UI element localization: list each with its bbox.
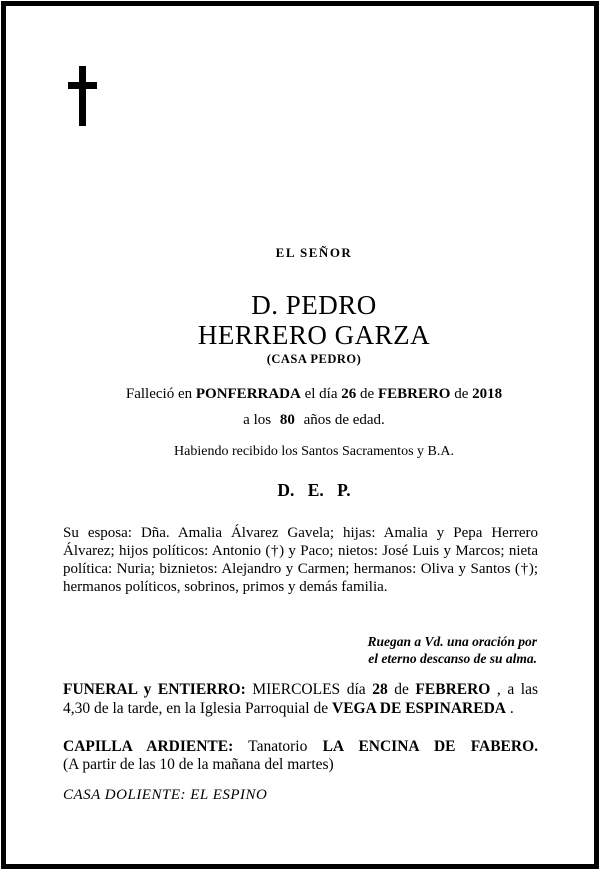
prayer-line1: Ruegan a Vd. una oración por	[367, 634, 537, 649]
death-month: FEBRERO	[377, 386, 451, 402]
deceased-name-line1: D. PEDRO	[251, 290, 377, 320]
cross-horizontal-bar	[68, 82, 97, 89]
wake-label: CAPILLA ARDIENTE:	[63, 738, 234, 755]
death-month-prefix: de	[356, 386, 378, 402]
funeral-day-text: MIERCOLES día	[245, 681, 373, 698]
funeral-place: VEGA DE ESPINAREDA	[332, 700, 506, 717]
funeral-label: FUNERAL y ENTIERRO:	[63, 681, 246, 698]
age-line	[30, 412, 598, 429]
funeral-line2-end: .	[505, 700, 514, 717]
honorific-title: EL SEÑOR	[275, 245, 353, 260]
age-suffix: años de edad.	[299, 412, 385, 428]
wake-announcement	[63, 738, 538, 774]
funeral-month: FEBRERO	[415, 681, 491, 698]
funeral-time-prefix: , a las	[490, 681, 538, 698]
funeral-day-number: 28	[372, 681, 388, 698]
age-prefix: a los	[243, 412, 275, 428]
death-place: PONFERRADA	[195, 386, 301, 402]
sacraments-line: Habiendo recibido los Santos Sacramentos y B.A.	[174, 444, 454, 459]
funeral-line1	[63, 680, 538, 699]
funeral-month-prefix: de	[387, 681, 416, 698]
mourning-house-line: CASA DOLIENTE: EL ESPINO	[63, 787, 268, 803]
death-year-prefix: de	[450, 386, 473, 402]
death-day-prefix: el día	[300, 386, 342, 402]
wake-line1	[63, 738, 538, 756]
funeral-announcement	[63, 680, 538, 718]
death-prefix: Falleció en	[125, 386, 196, 402]
dep-abbreviation: D. E. P.	[277, 480, 351, 500]
prayer-request	[63, 634, 537, 667]
funeral-line2	[63, 699, 538, 718]
death-info-line	[30, 386, 598, 403]
family-paragraph: Su esposa: Dña. Amalia Álvarez Gavela; hijas: Amalia y Pepa Herrero Álvarez; hijos políticos: Antonio (†) y Paco; nietos: José Luis y Marcos; nieta política: Nuria; biznietos: Alejandro y Carmen; hermanos: Oliva y Santos (†); hermanos políticos, sobrinos, primos y demás familia.	[63, 525, 538, 595]
wake-venue-prefix: Tanatorio	[233, 738, 323, 755]
cross-vertical-bar	[79, 66, 86, 126]
wake-venue: LA ENCINA DE FABERO.	[322, 738, 539, 755]
prayer-line2: el eterno descanso de su alma.	[368, 650, 537, 666]
deceased-name-line2: HERRERO GARZA	[197, 320, 431, 350]
death-day: 26	[341, 386, 357, 402]
house-nickname: (CASA PEDRO)	[266, 352, 362, 366]
funeral-place-prefix: 4,30 de la tarde, en la Iglesia Parroquial de	[63, 700, 332, 717]
age-value: 80	[279, 412, 295, 428]
death-year: 2018	[472, 386, 503, 402]
wake-note: (A partir de las 10 de la mañana del martes)	[63, 756, 334, 773]
